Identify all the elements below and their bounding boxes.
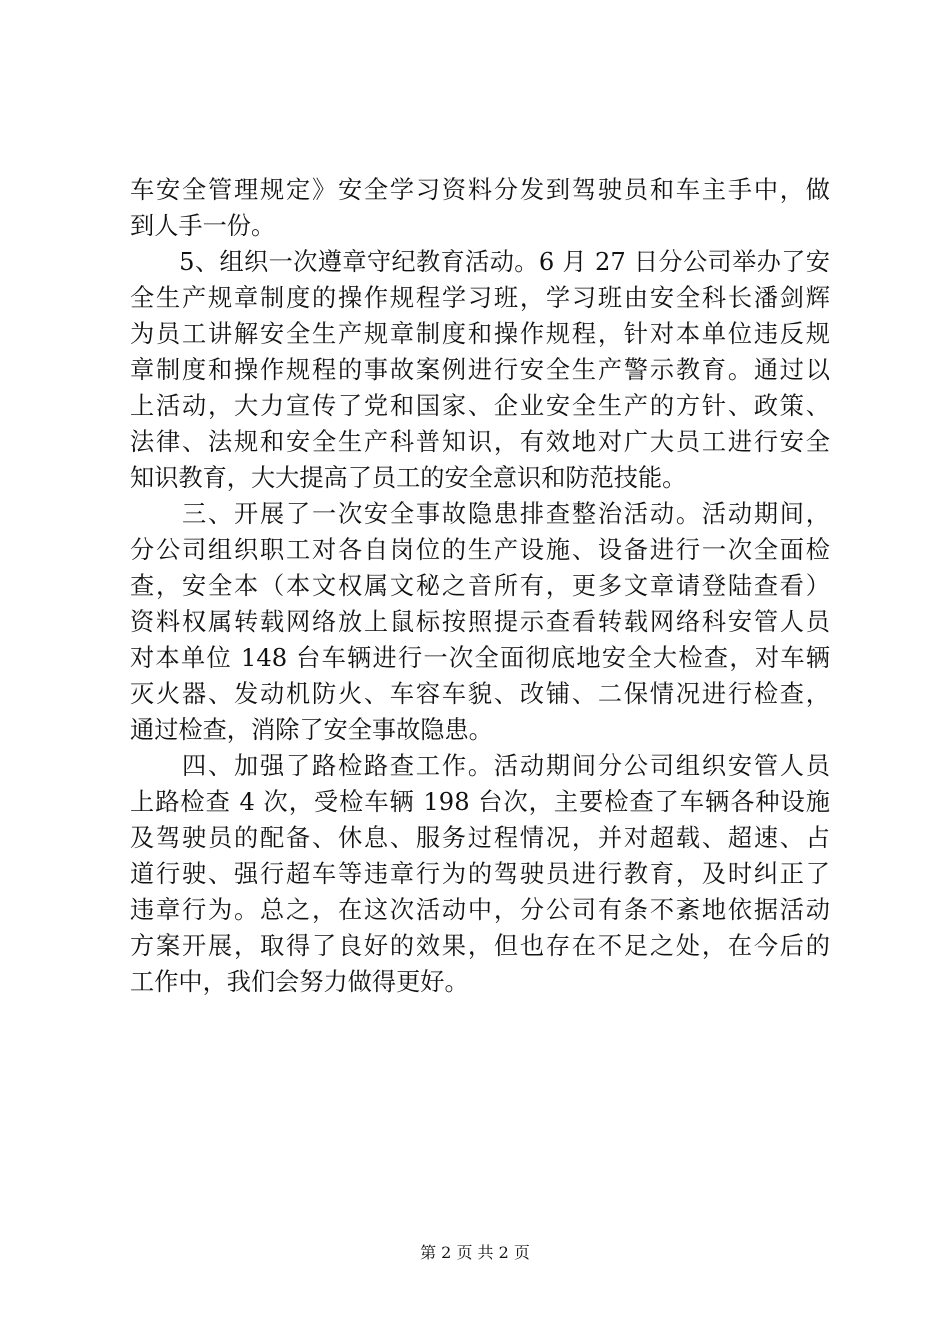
text-line: 为员工讲解安全生产规章制度和操作规程，针对本单位违反规 (130, 320, 830, 348)
text-line: 工作中，我们会努力做得更好。 (130, 968, 469, 996)
text-line: 知识教育，大大提高了员工的安全意识和防范技能。 (130, 464, 687, 492)
text-line: 道行驶、强行超车等违章行为的驾驶员进行教育，及时纠正了 (130, 860, 830, 888)
text-line: 上活动，大力宣传了党和国家、企业安全生产的方针、政策、 (130, 392, 830, 420)
text-line: 方案开展，取得了良好的效果，但也存在不足之处，在今后的 (130, 932, 830, 960)
text-line: 对本单位 148 台车辆进行一次全面彻底地安全大检查，对车辆 (130, 644, 830, 672)
text-line: 三、开展了一次安全事故隐患排查整治活动。活动期间， (130, 500, 830, 528)
text-line: 违章行为。总之，在这次活动中，分公司有条不紊地依据活动 (130, 896, 830, 924)
text-line: 法律、法规和安全生产科普知识，有效地对广大员工进行安全 (130, 428, 830, 456)
text-line: 章制度和操作规程的事故案例进行安全生产警示教育。通过以 (130, 356, 830, 384)
text-line: 上路检查 4 次，受检车辆 198 台次，主要检查了车辆各种设施 (130, 788, 830, 816)
text-line: 灭火器、发动机防火、车容车貌、改铺、二保情况进行检查， (130, 680, 830, 708)
text-line: 通过检查，消除了安全事故隐患。 (130, 716, 493, 744)
text-line: 全生产规章制度的操作规程学习班，学习班由安全科长潘剑辉 (130, 284, 830, 312)
text-line: 5、组织一次遵章守纪教育活动。6 月 27 日分公司举办了安 (130, 248, 830, 276)
text-line: 四、加强了路检路查工作。活动期间分公司组织安管人员 (130, 752, 830, 780)
document-body (130, 172, 830, 1000)
text-line: 及驾驶员的配备、休息、服务过程情况，并对超载、超速、占 (130, 824, 830, 852)
text-line: 查，安全本（本文权属文秘之音所有，更多文章请登陆查看） (130, 572, 830, 600)
text-line: 车安全管理规定》安全学习资料分发到驾驶员和车主手中，做 (130, 176, 830, 204)
text-line: 到人手一份。 (130, 212, 276, 240)
text-line: 分公司组织职工对各自岗位的生产设施、设备进行一次全面检 (130, 536, 830, 564)
text-line: 资料权属转载网络放上鼠标按照提示查看转载网络科安管人员 (130, 608, 830, 636)
page-footer: 第 2 页 共 2 页 (420, 1243, 530, 1262)
